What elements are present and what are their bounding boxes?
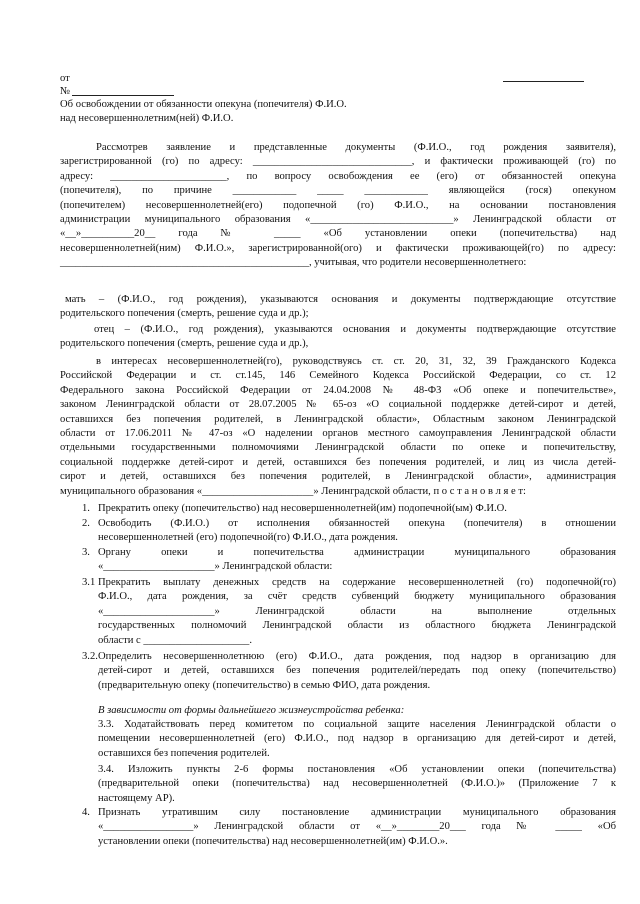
intro-line: адресу: ______________________, по вопросу освобождения ее (его) от обязанностей опекуна	[60, 170, 616, 182]
item-line: Признать утратившим силу постановление администрации муниципального образования	[98, 807, 616, 818]
item-line: 3.3. Ходатайствовать перед комитетом по социальной защите населения Ленинградской области о	[98, 719, 616, 730]
father-line: отец – (Ф.И.О., год рождения), указываются основания и документы подтверждающие отсутствие	[94, 324, 616, 335]
basis-line: муниципального образования «_____________________» Ленинградской области, п о с т а н о в л я е т:	[60, 485, 526, 497]
father-line: родительского попечения (смерть, решение суда и др.),	[60, 338, 309, 350]
item-line: 3.4. Изложить пункты 2-6 формы постановления «Об установлении опеки (попечительства)	[98, 764, 616, 775]
date-blank-line	[503, 81, 584, 82]
item-line: (предварительную опеку (попечительство) в семью ФИО, дата рождения.	[98, 679, 431, 691]
intro-line: зарегистрированной (го) по адресу: ______________________________, и фактически проживающей (го) по	[60, 156, 616, 168]
item-line: «_________________» Ленинградской области от «__»________20___ года № _____ «Об	[98, 821, 616, 833]
item-line: детей-сирот и детей, оставшихся без попечения родителей/передать под опеку (попечительство)	[98, 665, 616, 677]
item-number: 1.	[82, 503, 90, 514]
mother-line: мать – (Ф.И.О., год рождения), указываются основания и документы подтверждающие отсутствие	[65, 294, 616, 305]
basis-line: Федерального закона Российской Федерации от 24.04.2008 № 48-ФЗ «Об опеке и попечительстве»,	[60, 384, 616, 396]
intro-line: Рассмотрев заявление и представленные документы (Ф.И.О., год рождения заявителя),	[96, 142, 616, 153]
basis-line: в интересах несовершеннолетней(го), руководствуясь ст. ст. 20, 31, 32, 39 Гражданского Кодекса	[96, 356, 616, 367]
item-line: Определить несовершеннолетнюю (его) Ф.И.О., дата рождения, под надзор в организацию для	[98, 651, 616, 662]
item-line: Освободить (Ф.И.О.) от исполнения обязанностей опекуна (попечителя) в отношении	[98, 518, 616, 529]
intro-line: несовершеннолетней(ним) Ф.И.О.», зарегистрированной(ого) и фактически проживающей(го) по адресу:	[60, 242, 616, 254]
item-line: настоящему АР).	[98, 792, 175, 804]
item-line: области с ____________________.	[98, 634, 252, 646]
item-line: Органу опеки и попечительства администрации муниципального образования	[98, 547, 616, 558]
basis-line: Российской Федерации и ст. ст.145, 146 Семейного Кодекса Российской Федерации, со ст. 12	[60, 370, 616, 382]
item-line: несовершеннолетней (его) подопечной(го) Ф.И.О., дата рождения.	[98, 532, 398, 544]
item-line: государственных полномочий Ленинградской области из областного бюджета Ленинградской	[98, 620, 616, 632]
intro-line: _______________________________________________, учитывая, что родители несовершеннолетнего:	[60, 257, 527, 269]
mother-line: родительского попечения (смерть, решение суда и др.);	[60, 308, 309, 320]
basis-line: сирот и детей, оставшихся без попечения родителей, в Ленинградской области», администрация	[60, 471, 616, 483]
item-line: установлении опеки (попечительства) над несовершеннолетней(им) Ф.И.О.».	[98, 835, 448, 847]
item-line: Прекратить опеку (попечительство) над несовершеннолетней(им) подопечной(ым) Ф.И.О.	[98, 503, 507, 514]
mother-paragraph	[60, 293, 616, 322]
intro-line: (попечителем) несовершеннолетней(его) подопечной (го) Ф.И.О., на основании постановления	[60, 199, 616, 211]
item-line: Прекратить выплату денежных средств на содержание несовершеннолетней (го) подопечной(го)	[98, 577, 616, 588]
item-number: 3.2.	[82, 651, 98, 662]
intro-line: «__»__________20__ года № _____ «Об установлении опеки (попечительства) над	[60, 228, 616, 240]
item-line: Ф.И.О., дата рождения, за счёт средств субвенций бюджету муниципального образования	[98, 591, 616, 603]
item-number: 4.	[82, 807, 90, 818]
item-number: 3.1	[82, 577, 96, 588]
intro-paragraph	[60, 141, 616, 271]
living-arrangement-note: В зависимости от формы дальнейшего жизнеустройства ребенка:	[98, 705, 405, 716]
number-label: №	[60, 86, 71, 97]
item-line: помещении несовершеннолетней (его) Ф.И.О., под надзор в организацию для детей-сирот и детей,	[98, 733, 616, 745]
father-paragraph	[60, 323, 616, 352]
subject-line-2: над несовершеннолетним(ней) Ф.И.О.	[60, 113, 234, 124]
item-number: 2.	[82, 518, 90, 529]
item-line: оставшихся без попечения родителей.	[98, 747, 270, 759]
basis-line: законом Ленинградской области от 28.07.2005 № 65-оз «О социальной поддержке детей-сирот и детей,	[60, 399, 616, 411]
basis-line: социальной поддержке детей-сирот и детей, оставшихся без попечения родителей, и лиц из числа детей-	[60, 456, 616, 468]
item-number: 3.	[82, 547, 90, 558]
legal-basis-paragraph	[60, 355, 616, 499]
from-label: от	[60, 73, 70, 84]
item-line: «_____________________» Ленинградской области на выполнение отдельных	[98, 605, 616, 617]
basis-line: области от 17.06.2011 № 47-оз «О наделении органов местного самоуправления Ленинградской области	[60, 428, 616, 440]
basis-line: отдельными государственными полномочиями Ленинградской области по опеке и попечительству,	[60, 442, 616, 454]
item-line: «_____________________» Ленинградской области:	[98, 561, 333, 573]
number-blank-line	[72, 95, 174, 96]
item-3-3	[98, 718, 616, 761]
intro-line: администрации муниципального образования «___________________________» Ленинградской области от	[60, 214, 616, 226]
item-3-4	[98, 763, 616, 806]
item-line: (предварительной опеки (попечительства) над несовершеннолетней (Ф.И.О.)» (Приложение 7 к	[98, 778, 616, 790]
basis-line: оставшихся без попечения родителей, в Ленинградской области», Областным законом Ленинградской	[60, 413, 616, 425]
subject-line-1: Об освобождении от обязанности опекуна (попечителя) Ф.И.О.	[60, 99, 347, 110]
intro-line: (попечителя), по причине ____________ _____ ____________ являющейся (гося) опекуном	[60, 185, 616, 197]
